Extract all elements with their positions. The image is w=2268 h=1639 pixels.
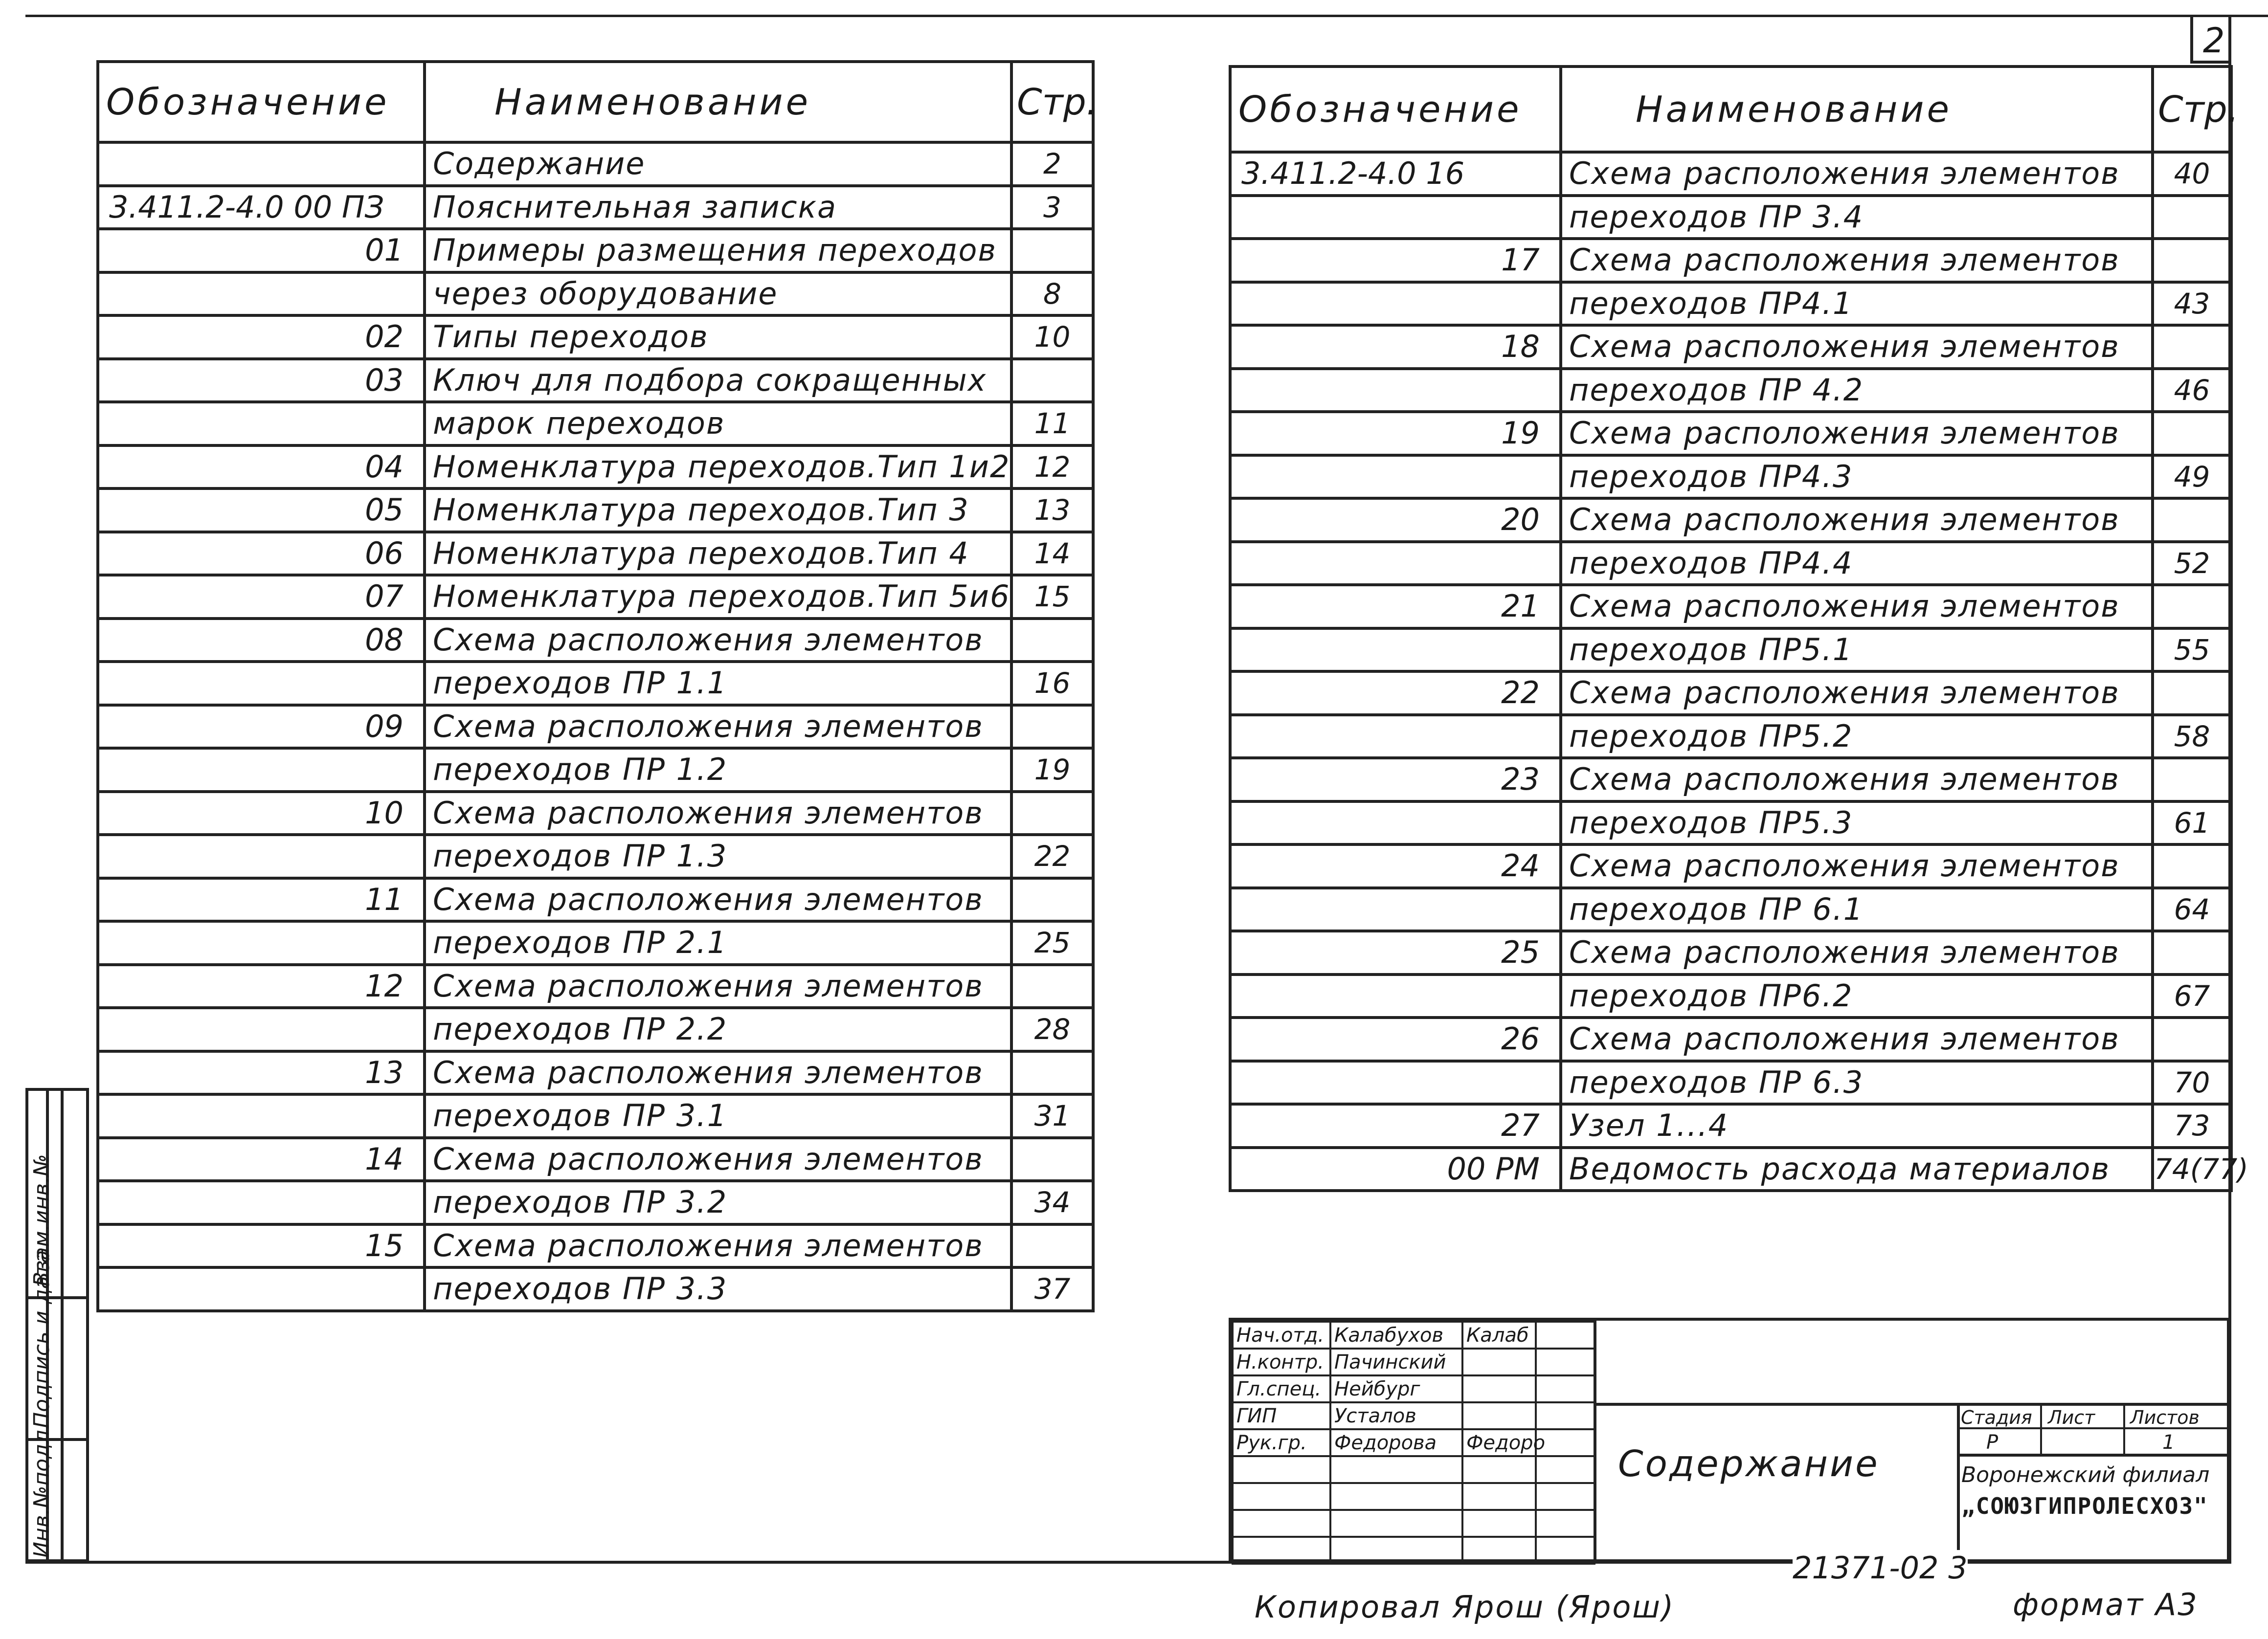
row-name: Схема расположения элементов <box>1561 844 2153 888</box>
table-row <box>1230 801 2231 845</box>
signer-date <box>1536 1375 1594 1402</box>
row-code <box>98 142 425 186</box>
signer-row-empty <box>1233 1456 1594 1483</box>
signer-cell-empty <box>1330 1456 1462 1483</box>
title-block <box>1229 1318 2230 1562</box>
signer-row <box>1233 1429 1594 1456</box>
row-code <box>1230 801 1561 845</box>
row-code: 09 <box>98 705 425 749</box>
row-name: Схема расположения элементов <box>425 1224 1011 1268</box>
row-page: 73 <box>2153 1104 2231 1148</box>
row-name: переходов ПР6.2 <box>1561 975 2153 1018</box>
stamp-vline-main <box>1594 1321 1596 1559</box>
table-row <box>98 1094 1093 1138</box>
row-code: 00 РМ <box>1230 1148 1561 1191</box>
signer-row <box>1233 1402 1594 1429</box>
row-code <box>98 1267 425 1311</box>
table-row <box>98 835 1093 878</box>
row-page <box>2153 671 2231 715</box>
signer-name: Федорова <box>1330 1429 1462 1456</box>
signer-row <box>1233 1375 1594 1402</box>
row-page <box>2153 412 2231 455</box>
row-page: 22 <box>1011 835 1093 878</box>
row-name: Схема расположения элементов <box>425 619 1011 662</box>
row-page <box>1011 965 1093 1008</box>
row-code <box>98 1008 425 1051</box>
sidebar-stamp <box>25 1088 89 1562</box>
table-row <box>1230 931 2231 975</box>
row-name: переходов ПР4.4 <box>1561 542 2153 585</box>
table-row <box>1230 888 2231 931</box>
row-name: Номенклатура переходов.Тип 3 <box>425 488 1011 532</box>
header-code: Обозначение <box>1230 66 1561 152</box>
row-name: Типы переходов <box>425 315 1011 359</box>
row-page: 16 <box>1011 662 1093 705</box>
table-row <box>98 1138 1093 1181</box>
row-code <box>98 402 425 445</box>
row-page: 61 <box>2153 801 2231 845</box>
row-code: 02 <box>98 315 425 359</box>
table-row <box>98 921 1093 965</box>
row-name: переходов ПР5.2 <box>1561 715 2153 758</box>
row-page: 10 <box>1011 315 1093 359</box>
signer-cell-empty <box>1233 1510 1330 1537</box>
row-code <box>98 272 425 316</box>
row-page: 12 <box>1011 445 1093 489</box>
signer-date <box>1536 1402 1594 1429</box>
contents-table-right <box>1229 65 2248 1192</box>
row-code <box>1230 369 1561 412</box>
signer-cell-empty <box>1462 1537 1536 1564</box>
row-name: через оборудование <box>425 272 1011 316</box>
signer-sign <box>1462 1402 1536 1429</box>
signer-row-empty <box>1233 1537 1594 1564</box>
stage-box <box>1957 1403 2230 1457</box>
row-page: 2 <box>1011 142 1093 186</box>
row-page: 19 <box>1011 748 1093 792</box>
signer-cell-empty <box>1233 1456 1330 1483</box>
row-name: Схема расположения элементов <box>1561 758 2153 801</box>
stage-vline-2 <box>2123 1403 2125 1456</box>
signer-cell-empty <box>1233 1537 1330 1564</box>
row-page: 43 <box>2153 282 2231 326</box>
table-row <box>98 1181 1093 1224</box>
row-code <box>1230 196 1561 239</box>
sidebar-vzam-inv: Взам.инв.№ <box>29 1154 54 1286</box>
row-name: Схема расположения элементов <box>425 705 1011 749</box>
row-code <box>1230 628 1561 672</box>
row-code <box>1230 455 1561 499</box>
row-name: переходов ПР 3.4 <box>1561 196 2153 239</box>
row-name: переходов ПР5.1 <box>1561 628 2153 672</box>
row-code: 3.411.2-4.0 00 ПЗ <box>98 186 425 229</box>
row-page: 46 <box>2153 369 2231 412</box>
table-row <box>1230 196 2231 239</box>
table-row <box>1230 369 2231 412</box>
table-row <box>1230 282 2231 326</box>
row-name: Номенклатура переходов.Тип 5и6 <box>425 575 1011 619</box>
table-row <box>1230 239 2231 282</box>
table-row <box>98 1051 1093 1095</box>
contents-table-left <box>96 60 1098 1312</box>
signer-date <box>1536 1322 1594 1349</box>
row-name: Схема расположения элементов <box>1561 412 2153 455</box>
row-name: Ведомость расхода материалов <box>1561 1148 2153 1191</box>
table-header <box>1230 66 2231 152</box>
row-code: 11 <box>98 878 425 922</box>
table-row <box>1230 671 2231 715</box>
sidebar-inv-podl: Инв.№подл. <box>29 1423 54 1558</box>
row-page: 64 <box>2153 888 2231 931</box>
row-name: марок переходов <box>425 402 1011 445</box>
row-code: 14 <box>98 1138 425 1181</box>
sheet-number: 2 <box>2203 21 2225 61</box>
signer-cell-empty <box>1462 1456 1536 1483</box>
row-code <box>1230 888 1561 931</box>
row-name: Схема расположения элементов <box>1561 498 2153 542</box>
table-row <box>1230 412 2231 455</box>
row-name: Пояснительная записка <box>425 186 1011 229</box>
doc-number: 21371-02 3 <box>1793 1550 1968 1586</box>
signer-cell-empty <box>1536 1510 1594 1537</box>
table-row <box>98 575 1093 619</box>
header-code: Обозначение <box>98 62 425 142</box>
sidebar-podpis-data: Подпись и дата <box>29 1250 54 1428</box>
signer-name: Калабухов <box>1330 1322 1462 1349</box>
copied-by: Копировал Ярош (Ярош) <box>1255 1589 1675 1625</box>
table-row <box>1230 715 2231 758</box>
row-name: переходов ПР 6.1 <box>1561 888 2153 931</box>
row-name: Номенклатура переходов.Тип 1и2 <box>425 445 1011 489</box>
signer-cell-empty <box>1330 1510 1462 1537</box>
row-name: Схема расположения элементов <box>1561 585 2153 628</box>
table-row <box>98 402 1093 445</box>
table-row <box>98 619 1093 662</box>
row-page <box>1011 359 1093 402</box>
row-name: Узел 1...4 <box>1561 1104 2153 1148</box>
row-code <box>98 921 425 965</box>
row-name: переходов ПР 3.2 <box>425 1181 1011 1224</box>
table-row <box>98 142 1093 186</box>
row-code <box>98 662 425 705</box>
row-name: переходов ПР5.3 <box>1561 801 2153 845</box>
row-name: переходов ПР 1.1 <box>425 662 1011 705</box>
row-code <box>1230 282 1561 326</box>
row-page: 55 <box>2153 628 2231 672</box>
row-page: 49 <box>2153 455 2231 499</box>
table-row <box>98 272 1093 316</box>
row-name: Примеры размещения переходов <box>425 229 1011 272</box>
signer-row-empty <box>1233 1510 1594 1537</box>
row-name: переходов ПР 2.1 <box>425 921 1011 965</box>
row-page: 67 <box>2153 975 2231 1018</box>
signer-sign: Калаб <box>1462 1322 1536 1349</box>
signer-cell-empty <box>1233 1483 1330 1510</box>
row-code: 25 <box>1230 931 1561 975</box>
signer-date <box>1536 1349 1594 1375</box>
row-page: 8 <box>1011 272 1093 316</box>
signer-role: Н.контр. <box>1233 1349 1330 1375</box>
table-row <box>98 1008 1093 1051</box>
signer-sign: Федоро <box>1462 1429 1536 1456</box>
row-page: 58 <box>2153 715 2231 758</box>
table-row <box>1230 585 2231 628</box>
table-row <box>98 965 1093 1008</box>
row-name: Схема расположения элементов <box>425 792 1011 835</box>
paper-format: формат А3 <box>2013 1587 2199 1622</box>
table-row <box>1230 1148 2231 1191</box>
row-code: 24 <box>1230 844 1561 888</box>
table-row <box>98 532 1093 576</box>
row-name: Схема расположения элементов <box>1561 671 2153 715</box>
row-page <box>1011 1051 1093 1095</box>
table-row <box>98 445 1093 489</box>
row-code: 06 <box>98 532 425 576</box>
table-row <box>98 748 1093 792</box>
row-code: 13 <box>98 1051 425 1095</box>
row-code: 26 <box>1230 1018 1561 1061</box>
row-name: переходов ПР 1.2 <box>425 748 1011 792</box>
row-page <box>2153 931 2231 975</box>
header-name: Наименование <box>425 62 1011 142</box>
table-row <box>1230 325 2231 369</box>
row-code: 04 <box>98 445 425 489</box>
row-code: 3.411.2-4.0 16 <box>1230 152 1561 196</box>
row-name: Содержание <box>425 142 1011 186</box>
stage-vline-1 <box>2040 1403 2042 1456</box>
row-page <box>1011 792 1093 835</box>
row-name: переходов ПР 3.3 <box>425 1267 1011 1311</box>
row-code: 17 <box>1230 239 1561 282</box>
sheet-number-box <box>2190 15 2231 64</box>
row-page <box>1011 878 1093 922</box>
row-name: Схема расположения элементов <box>1561 239 2153 282</box>
signer-cell-empty <box>1330 1537 1462 1564</box>
table-row <box>98 186 1093 229</box>
table-row <box>1230 758 2231 801</box>
row-page <box>2153 325 2231 369</box>
table-row <box>1230 844 2231 888</box>
row-name: Схема расположения элементов <box>425 1051 1011 1095</box>
row-code: 08 <box>98 619 425 662</box>
table-row <box>98 662 1093 705</box>
row-name: переходов ПР 2.2 <box>425 1008 1011 1051</box>
row-page: 25 <box>1011 921 1093 965</box>
row-code: 05 <box>98 488 425 532</box>
row-name: Ключ для подбора сокращенных <box>425 359 1011 402</box>
row-page: 40 <box>2153 152 2231 196</box>
table-row <box>1230 455 2231 499</box>
row-page <box>2153 196 2231 239</box>
row-code <box>98 748 425 792</box>
signer-row-empty <box>1233 1483 1594 1510</box>
table-row <box>98 488 1093 532</box>
stamp-title: Содержание <box>1618 1443 1880 1485</box>
row-code: 19 <box>1230 412 1561 455</box>
row-code: 01 <box>98 229 425 272</box>
stage-hline-2 <box>1957 1454 2230 1457</box>
table-row <box>98 1267 1093 1311</box>
row-page <box>1011 229 1093 272</box>
table-header <box>98 62 1093 142</box>
signer-role: Гл.спец. <box>1233 1375 1330 1402</box>
row-code <box>1230 715 1561 758</box>
signer-cell-empty <box>1462 1483 1536 1510</box>
signer-name: Усталов <box>1330 1402 1462 1429</box>
table-row <box>98 1224 1093 1268</box>
row-page: 37 <box>1011 1267 1093 1311</box>
signer-name: Пачинский <box>1330 1349 1462 1375</box>
row-page: 70 <box>2153 1061 2231 1105</box>
row-name: Схема расположения элементов <box>1561 325 2153 369</box>
row-code: 03 <box>98 359 425 402</box>
row-page: 28 <box>1011 1008 1093 1051</box>
signer-role: Нач.отд. <box>1233 1322 1330 1349</box>
row-page: 3 <box>1011 186 1093 229</box>
row-name: Схема расположения элементов <box>425 1138 1011 1181</box>
row-code <box>98 1181 425 1224</box>
signer-sign <box>1462 1375 1536 1402</box>
signer-name: Нейбург <box>1330 1375 1462 1402</box>
row-page <box>1011 1138 1093 1181</box>
table-row <box>1230 1104 2231 1148</box>
row-page: 11 <box>1011 402 1093 445</box>
row-page <box>2153 844 2231 888</box>
signer-role: Рук.гр. <box>1233 1429 1330 1456</box>
row-name: переходов ПР4.1 <box>1561 282 2153 326</box>
table-row <box>1230 1018 2231 1061</box>
row-code <box>1230 542 1561 585</box>
row-page: 14 <box>1011 532 1093 576</box>
row-name: переходов ПР 3.1 <box>425 1094 1011 1138</box>
stage-value: Р <box>1986 1431 1999 1454</box>
header-name: Наименование <box>1561 66 2153 152</box>
row-code: 27 <box>1230 1104 1561 1148</box>
row-name: переходов ПР 4.2 <box>1561 369 2153 412</box>
row-page: 31 <box>1011 1094 1093 1138</box>
sheet-label: Лист <box>2048 1407 2095 1428</box>
row-name: Номенклатура переходов.Тип 4 <box>425 532 1011 576</box>
row-code: 20 <box>1230 498 1561 542</box>
table-row <box>1230 975 2231 1018</box>
row-name: Схема расположения элементов <box>425 965 1011 1008</box>
row-name: переходов ПР 1.3 <box>425 835 1011 878</box>
row-code: 21 <box>1230 585 1561 628</box>
row-code <box>1230 975 1561 1018</box>
signer-cell-empty <box>1462 1510 1536 1537</box>
row-code: 10 <box>98 792 425 835</box>
row-page <box>1011 705 1093 749</box>
table-row <box>98 705 1093 749</box>
row-code <box>98 1094 425 1138</box>
table-row <box>1230 152 2231 196</box>
row-code: 22 <box>1230 671 1561 715</box>
signers-table <box>1232 1321 1595 1565</box>
row-page: 74(77) <box>2153 1148 2231 1191</box>
table-row <box>1230 1061 2231 1105</box>
sheet-value: 1 <box>2162 1431 2175 1454</box>
org-line-1: Воронежский филиал <box>1961 1462 2210 1487</box>
signer-cell-empty <box>1536 1537 1594 1564</box>
table-row <box>98 878 1093 922</box>
header-page: Стр. <box>2153 66 2231 152</box>
row-code: 23 <box>1230 758 1561 801</box>
signer-cell-empty <box>1536 1483 1594 1510</box>
row-page <box>2153 585 2231 628</box>
row-code: 12 <box>98 965 425 1008</box>
row-name: переходов ПР4.3 <box>1561 455 2153 499</box>
row-page: 52 <box>2153 542 2231 585</box>
table-row <box>98 359 1093 402</box>
org-line-2: „СОЮЗГИПРОЛЕСХОЗ" <box>1961 1493 2208 1519</box>
row-page <box>2153 1018 2231 1061</box>
table-row <box>1230 628 2231 672</box>
signer-cell-empty <box>1330 1483 1462 1510</box>
row-code: 15 <box>98 1224 425 1268</box>
row-name: Схема расположения элементов <box>1561 931 2153 975</box>
row-name: Схема расположения элементов <box>1561 1018 2153 1061</box>
signer-role: ГИП <box>1233 1402 1330 1429</box>
row-code: 18 <box>1230 325 1561 369</box>
signer-row <box>1233 1349 1594 1375</box>
stage-label: Стадия <box>1961 1407 2032 1428</box>
row-page: 13 <box>1011 488 1093 532</box>
row-code: 07 <box>98 575 425 619</box>
row-page: 15 <box>1011 575 1093 619</box>
table-row <box>98 792 1093 835</box>
row-page <box>2153 239 2231 282</box>
row-name: Схема расположения элементов <box>425 878 1011 922</box>
row-page <box>2153 758 2231 801</box>
table-row <box>98 315 1093 359</box>
signer-sign <box>1462 1349 1536 1375</box>
row-page <box>1011 619 1093 662</box>
table-row <box>1230 542 2231 585</box>
row-name: переходов ПР 6.3 <box>1561 1061 2153 1105</box>
frame-top <box>25 15 2268 17</box>
sheets-label: Листов <box>2130 1407 2200 1428</box>
row-page <box>1011 1224 1093 1268</box>
row-code <box>1230 1061 1561 1105</box>
table-row <box>1230 498 2231 542</box>
signer-cell-empty <box>1536 1456 1594 1483</box>
row-code <box>98 835 425 878</box>
row-page: 34 <box>1011 1181 1093 1224</box>
row-name: Схема расположения элементов <box>1561 152 2153 196</box>
row-page <box>2153 498 2231 542</box>
header-page: Стр. <box>1011 62 1093 142</box>
table-row <box>98 229 1093 272</box>
signer-row <box>1233 1322 1594 1349</box>
